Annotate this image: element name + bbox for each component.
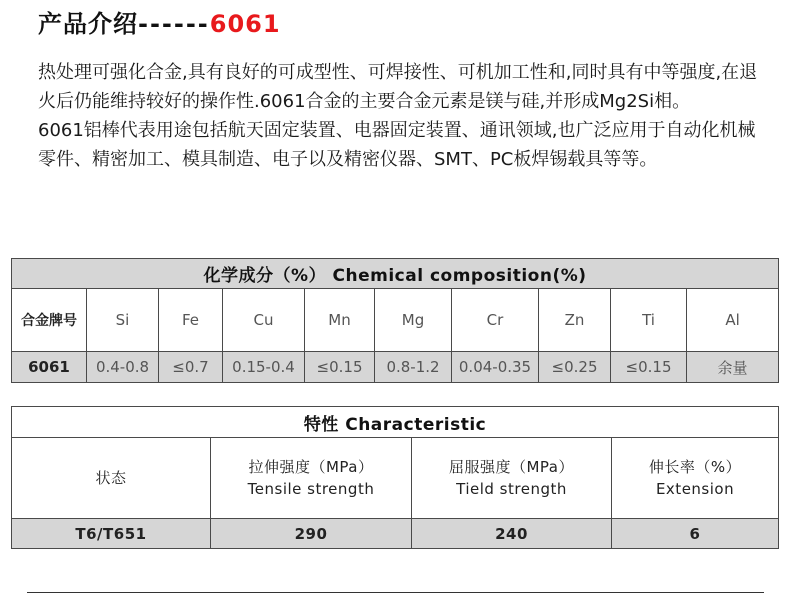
cell-mn: ≤0.15 [305, 352, 375, 383]
column-header-temper [12, 438, 211, 519]
column-header-extension [612, 438, 779, 519]
column-header-yield-en: Tield strength [456, 480, 567, 498]
composition-header: 化学成分（%） Chemical composition(%) [12, 259, 779, 289]
cell-extension: 6 [612, 519, 779, 549]
column-header-extension-cn: 伸长率（%） [648, 458, 742, 476]
intro-paragraph-2: 6061铝棒代表用途包括航天固定装置、电器固定装置、通讯领域,也广泛应用于自动化机械零件、精密加工、模具制造、电子以及精密仪器、SMT、PC板焊锡载具等等。 [38, 120, 756, 170]
column-header-yield-cn: 屈服强度（MPa） [448, 458, 574, 476]
cell-ti: ≤0.15 [611, 352, 687, 383]
cell-si: 0.4-0.8 [87, 352, 159, 383]
cell-mg: 0.8-1.2 [375, 352, 452, 383]
column-header-extension-en: Extension [655, 480, 735, 498]
characteristic-header: 特性 Characteristic [12, 407, 779, 438]
table-row [12, 519, 779, 549]
cell-yield-strength: 240 [412, 519, 612, 549]
column-header-al: Al [687, 289, 779, 352]
column-header-cr: Cr [452, 289, 539, 352]
cell-cu: 0.15-0.4 [223, 352, 305, 383]
cell-tensile-strength: 290 [211, 519, 412, 549]
cell-temper: T6/T651 [12, 519, 211, 549]
table-row [12, 438, 779, 519]
column-header-ti: Ti [611, 289, 687, 352]
column-header-yield-strength [412, 438, 612, 519]
column-header-alloy-grade: 合金牌号 [12, 289, 87, 352]
cell-fe: ≤0.7 [159, 352, 223, 383]
intro-text [38, 58, 768, 174]
column-header-cu: Cu [223, 289, 305, 352]
footer-divider [27, 592, 764, 593]
cell-cr: 0.04-0.35 [452, 352, 539, 383]
column-header-tensile-strength [211, 438, 412, 519]
column-header-fe: Fe [159, 289, 223, 352]
cell-al: 余量 [687, 352, 779, 383]
table-row [12, 289, 779, 352]
title-alloy-code: 6061 [209, 10, 281, 38]
chemical-composition-table [11, 258, 779, 383]
column-header-temper-cn: 状态 [95, 469, 127, 487]
column-header-mg: Mg [375, 289, 452, 352]
intro-paragraph-1: 热处理可强化合金,具有良好的可成型性、可焊接性、可机加工性和,同时具有中等强度,在退火后仍能维持较好的操作性.6061合金的主要合金元素是镁与硅,并形成Mg2Si相。 [38, 62, 758, 112]
column-header-zn: Zn [539, 289, 611, 352]
column-header-tensile-cn: 拉伸强度（MPa） [248, 458, 374, 476]
column-header-tensile-en: Tensile strength [247, 480, 375, 498]
title-dashes: ------ [138, 10, 210, 38]
cell-zn: ≤0.25 [539, 352, 611, 383]
title-label: 产品介绍 [38, 10, 138, 38]
characteristic-table [11, 406, 779, 549]
column-header-mn: Mn [305, 289, 375, 352]
table-row [12, 352, 779, 383]
column-header-si: Si [87, 289, 159, 352]
page-title [38, 4, 281, 44]
cell-alloy-grade: 6061 [12, 352, 87, 383]
